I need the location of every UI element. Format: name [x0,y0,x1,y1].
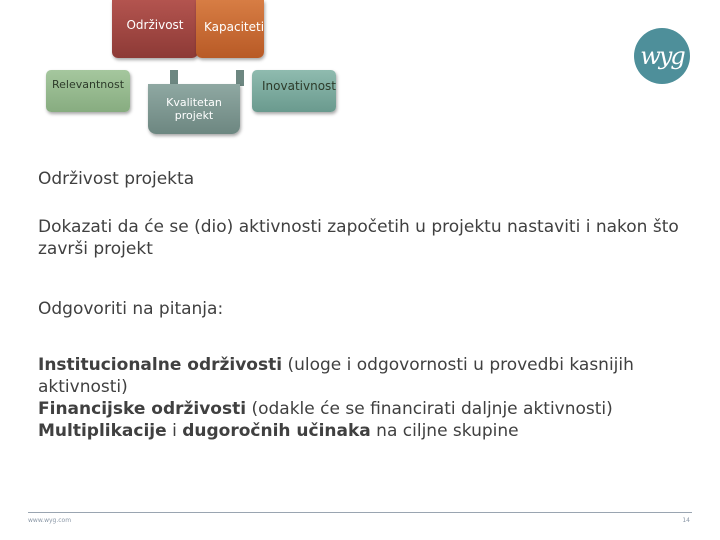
node-label: Relevantnost [52,78,125,91]
item-bold: dugoročnih učinaka [182,421,371,441]
node-kvalitetan-projekt [148,84,240,134]
sustainability-item-institutional [38,354,688,398]
node-label: Kvalitetan [166,96,222,109]
node-inovativnost [252,70,336,112]
node-relevantnost [46,70,130,112]
slide-paragraph: Dokazati da će se (dio) aktivnosti započetih u projektu nastaviti i nakon što završi projekt [38,217,679,259]
sustainability-item-financial [38,398,688,420]
node-label: Održivost [126,18,184,32]
footer-url: www.wyg.com [28,517,72,524]
node-label: Kapaciteti [204,20,265,34]
item-bold: Multiplikacije [38,421,167,441]
project-quality-diagram [0,0,340,140]
node-label: Inovativnost [262,79,336,93]
item-text: (uloge i odgovornosti u provedbi kasnijih aktivnosti) [38,355,634,397]
item-text: i [166,421,183,441]
slide-heading: Održivost projekta [38,169,195,189]
item-bold: Financijske održivosti [38,399,247,419]
sustainability-item-multiplication [38,420,688,442]
logo-text: wyg [640,42,684,70]
footer-divider [28,512,692,513]
node-label: projekt [174,109,214,122]
question-line: Odgovoriti na pitanja: [38,299,224,319]
node-kapaciteti [196,0,264,58]
slide-content [38,168,688,442]
item-bold: Institucionalne održivosti [38,355,283,375]
wyg-logo [634,28,690,84]
item-text: na ciljne skupine [370,421,519,441]
node-odrzivost [112,0,198,58]
page-number: 14 [682,517,690,524]
item-text: (odakle će se financirati daljnje aktivnosti) [246,399,613,419]
